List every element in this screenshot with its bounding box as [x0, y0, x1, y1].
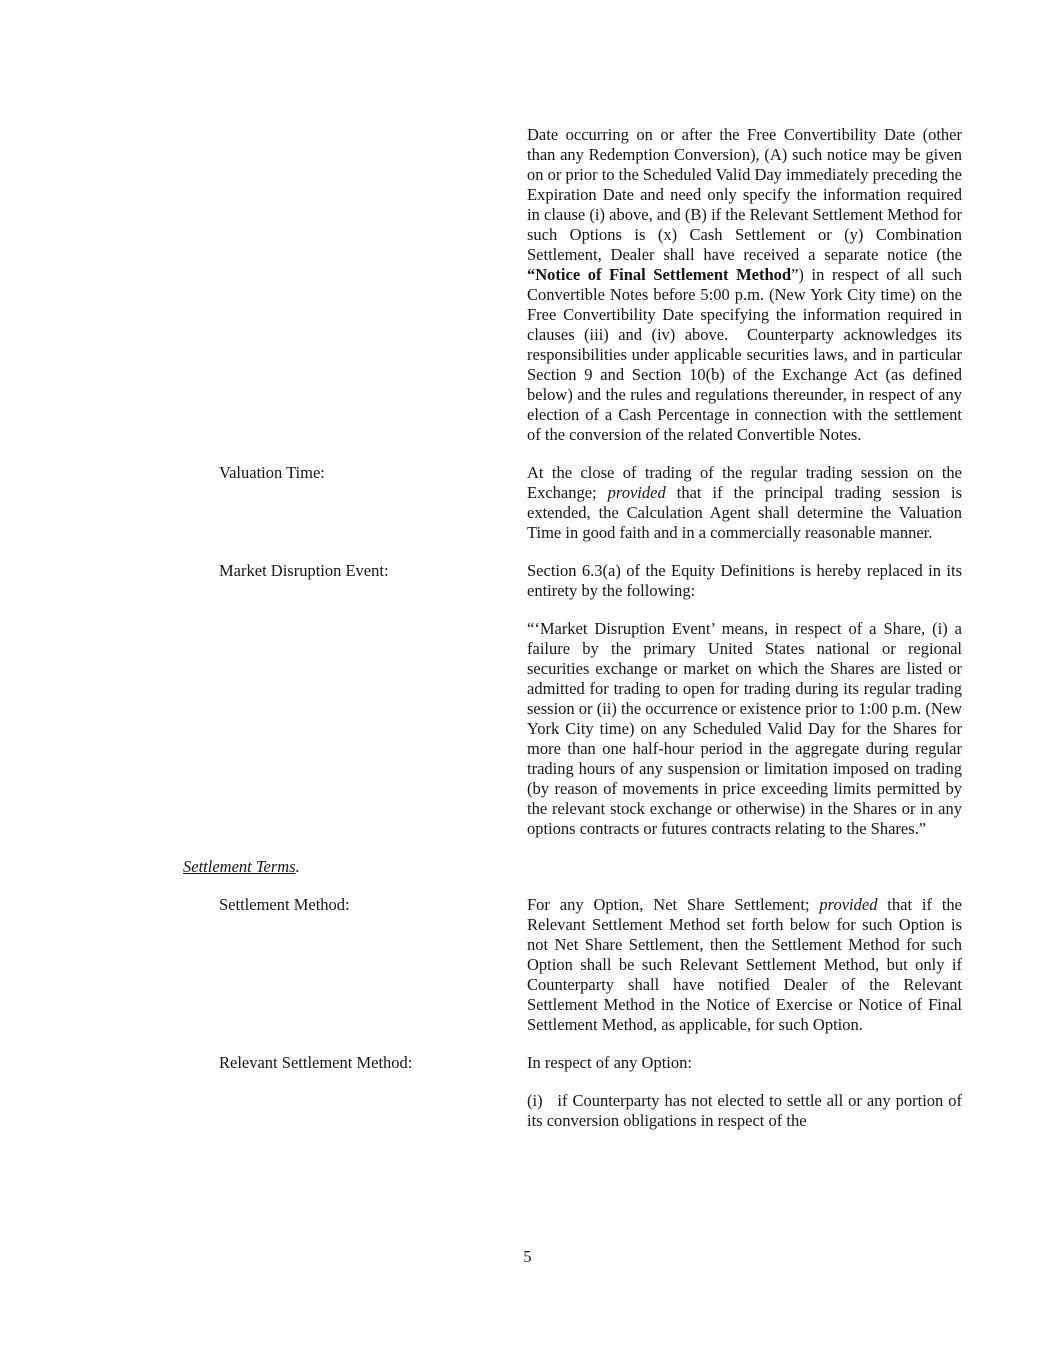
- continuation-definition-column: [527, 125, 962, 463]
- text-run: For any Option, Net Share Settlement;: [527, 895, 820, 914]
- valuation-time-definition: [527, 463, 962, 543]
- text-run: At the close of trading of the regular trading session on the Exchange;: [527, 463, 962, 502]
- term-row-market-disruption-event: [0, 561, 1055, 857]
- label-column: [0, 895, 527, 915]
- section-heading-settlement-terms: [183, 857, 1055, 877]
- term-row-relevant-settlement-method: [0, 1053, 1055, 1149]
- italic-proviso-term: provided: [607, 483, 666, 502]
- text-run: that if the Relevant Settlement Method set forth below for such Option is not Net Share Settlement, then the Settlement Method for such Option shall be such Relevant Settlement Method, but only if Counterparty shall have notified Dealer of the Relevant Settlement Method in the Notice of Exercise or Notice of Final Settlement Method, as applicable, for such Option.: [527, 895, 963, 1034]
- term-label-settlement-method: Settlement Method:: [219, 895, 350, 914]
- italic-proviso-term: provided: [819, 895, 878, 914]
- page-number: 5: [523, 1247, 532, 1266]
- term-label-market-disruption-event: Market Disruption Event:: [219, 561, 389, 580]
- definition-column: [527, 463, 962, 561]
- text-run: Date occurring on or after the Free Convertibility Date (other than any Redemption Conversion), (A) such notice may be given on or prior to the Scheduled Valid Day immediately preceding the Expiration Date and need only specify the information required in clause (i) above, and (B) if the Relevant Settlement Method for such Options is (x) Cash Settlement or (y) Combination Settlement, Dealer shall have received a separate notice (the: [527, 125, 962, 264]
- term-row-valuation-time: [0, 463, 1055, 561]
- relevant-settlement-method-paragraph-1: In respect of any Option:: [527, 1053, 692, 1072]
- bold-defined-term: “Notice of Final Settlement Method: [527, 265, 792, 284]
- settlement-method-definition: [527, 895, 962, 1035]
- continuation-block: [0, 125, 1055, 463]
- page-content: [0, 125, 1055, 1149]
- term-label-relevant-settlement-method: Relevant Settlement Method:: [219, 1053, 413, 1072]
- definition-column: [527, 1053, 962, 1149]
- relevant-settlement-method-paragraph-2: (i) if Counterparty has not elected to settle all or any portion of its conversion obligations in respect of the: [527, 1091, 962, 1130]
- label-column: [0, 463, 527, 483]
- label-column: [0, 1053, 527, 1073]
- label-column: [0, 561, 527, 581]
- section-heading-period: .: [295, 857, 300, 876]
- section-heading-text: Settlement Terms: [183, 857, 296, 876]
- term-label-valuation-time: Valuation Time:: [219, 463, 325, 482]
- text-run: that if the principal trading session is extended, the Calculation Agent shall determine the Valuation Time in good faith and in a commercially reasonable manner.: [527, 483, 962, 542]
- definition-column: [527, 895, 962, 1053]
- definition-column: [527, 561, 962, 857]
- continuation-paragraph: [527, 125, 962, 445]
- term-row-settlement-method: [0, 895, 1055, 1053]
- market-disruption-event-paragraph-1: Section 6.3(a) of the Equity Definitions is hereby replaced in its entirety by the following:: [527, 561, 962, 600]
- text-run: ”) in respect of all such Convertible Notes before 5:00 p.m. (New York City time) on the Free Convertibility Date specifying the information required in clauses (iii) and (iv) above. Counterparty acknowledges its responsibilities under applicable securities laws, and in particular Section 9 and Section 10(b) of the Exchange Act (as defined below) and the rules and regulations thereunder, in respect of any election of a Cash Percentage in connection with the settlement of the conversion of the related Convertible Notes.: [527, 265, 962, 444]
- market-disruption-event-paragraph-2: “‘Market Disruption Event’ means, in respect of a Share, (i) a failure by the primary United States national or regional securities exchange or market on which the Shares are listed or admitted for trading to open for trading during its regular trading session or (ii) the occurrence or existence prior to 1:00 p.m. (New York City time) on any Scheduled Valid Day for the Shares for more than one half-hour period in the aggregate during regular trading hours of any suspension or limitation imposed on trading (by reason of movements in price exceeding limits permitted by the relevant stock exchange or otherwise) in the Shares or in any options contracts or futures contracts relating to the Shares.”: [527, 619, 962, 838]
